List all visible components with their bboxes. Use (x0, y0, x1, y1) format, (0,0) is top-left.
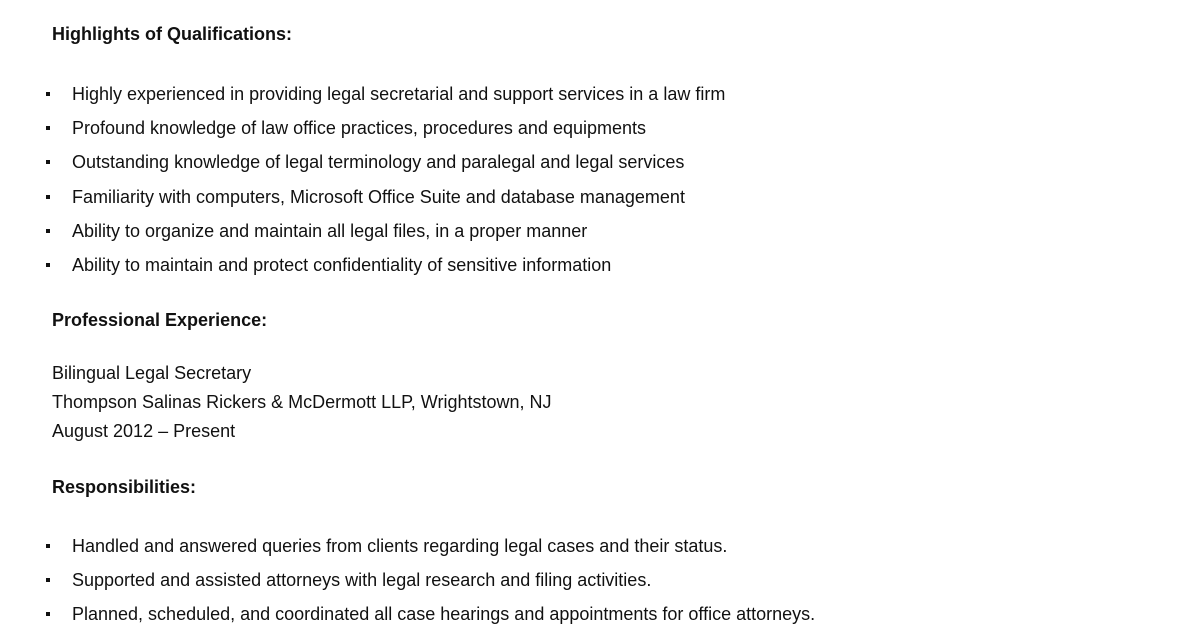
bullet-icon (46, 92, 50, 96)
resume-page: Highlights of Qualifications: Highly experienced in providing legal secretarial and support services in a law firm Profound knowledge of law office practices, procedures and equipments Outstanding knowledge of legal terminology and paralegal and legal services Familiarity with computers, Microsoft Office Suite and database management Ability to organize and maintain all legal files, in a proper manner Ability to maintain and protect confidentiality of sensitive information Professional Experience: Bilingual Legal Secretary Thompson Salinas Rickers & McDermott LLP, Wrightstown, NJ August 2012 – Present Responsibilities: Handled and answered queries from clients regarding legal cases and their status. Supported and assisted attorneys with legal research and filing activities. Planned, scheduled, and coordinated all case hearings and appointments for office attorneys. (0, 0, 1200, 630)
responsibilities-heading: Responsibilities: (52, 477, 197, 497)
experience-details (52, 359, 552, 446)
experience-heading: Professional Experience: (52, 310, 268, 330)
bullet-icon (46, 160, 50, 164)
bullet-icon (46, 126, 50, 130)
bullet-icon (46, 229, 50, 233)
qualifications-heading: Highlights of Qualifications: (52, 24, 292, 44)
employer: Thompson Salinas Rickers & McDermott LLP, Wrightstown, NJ (52, 392, 552, 412)
job-title: Bilingual Legal Secretary (52, 363, 252, 383)
bullet-icon (46, 263, 50, 267)
bullet-icon (46, 578, 50, 582)
bullet-icon (46, 195, 50, 199)
employment-dates: August 2012 – Present (52, 421, 236, 441)
bullet-icon (46, 612, 50, 616)
bullet-icon (46, 544, 50, 548)
